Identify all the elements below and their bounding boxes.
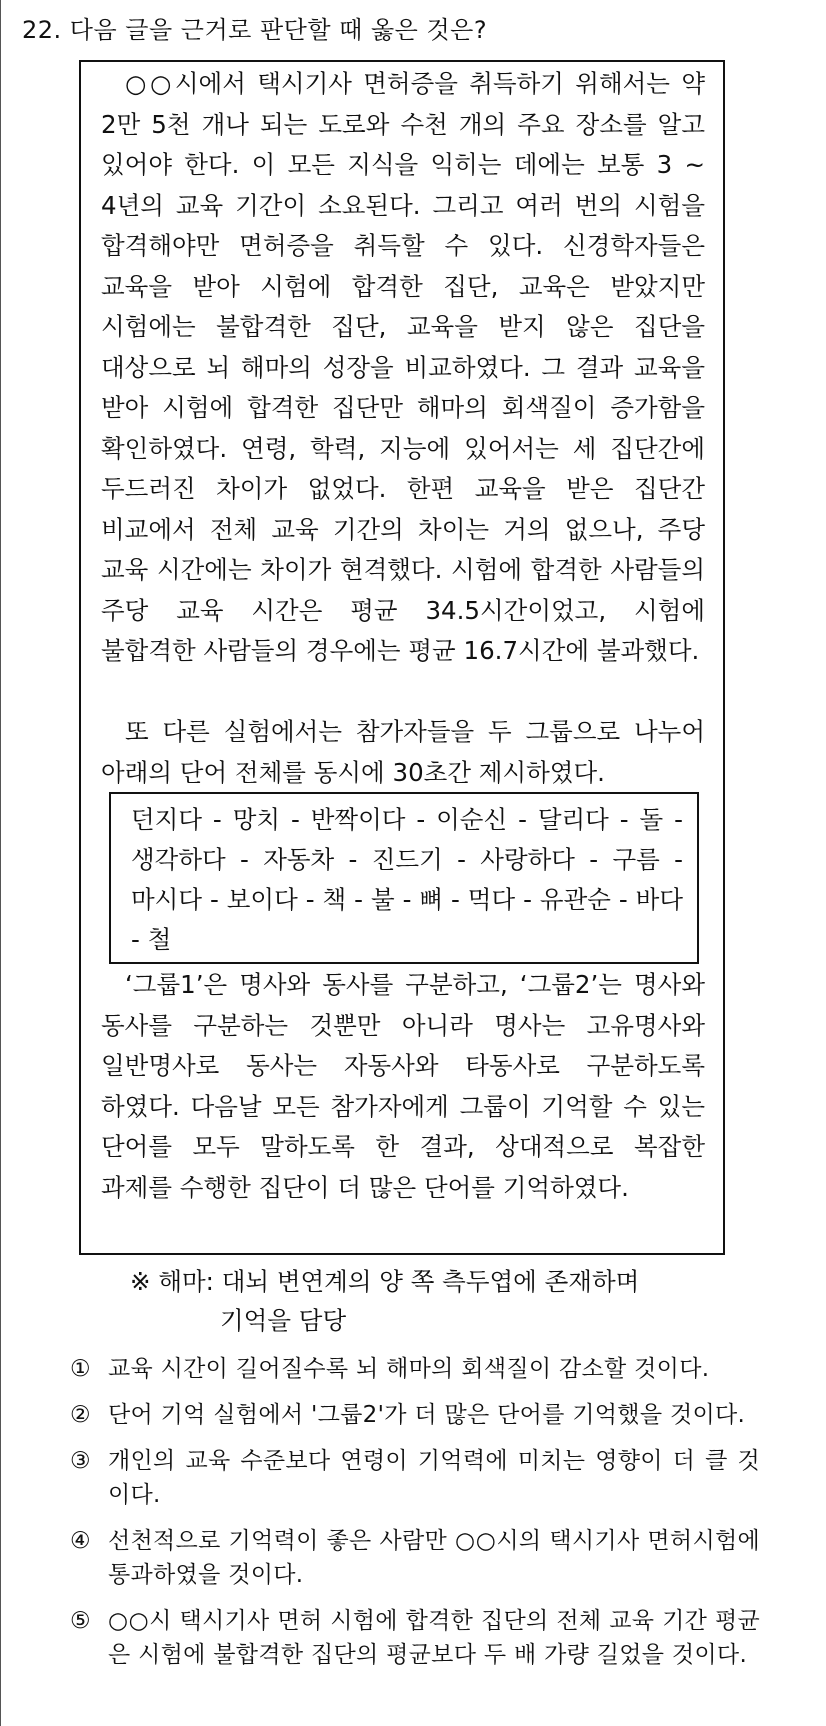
choice-5[interactable]: [70, 1604, 760, 1672]
passage-text-3: ‘그룹1’은 명사와 동사를 구분하고, ‘그룹2’는 명사와 동사를 구분하는 것뿐만 아니라 명사는 고유명사와 일반명사로 동사는 자동사와 타동사로 구분하도록 하였다. 다음날 모든 참가자에게 그룹이 기억할 수 있는 단어를 모두 말하도록 한 결과, 상대적으로 복잡한 과제를 수행한 집단이 더 많은 단어를 기억하였다.: [101, 970, 705, 1202]
question-title: 22. 다음 글을 근거로 판단할 때 옳은 것은?: [22, 16, 488, 44]
choice-text: 개인의 교육 수준보다 연령이 기억력에 미치는 영향이 더 클 것이다.: [108, 1448, 760, 1508]
choice-text: ○○시 택시기사 면허 시험에 합격한 집단의 전체 교육 기간 평균은 시험에 불합격한 집단의 평균보다 두 배 가량 길었을 것이다.: [108, 1608, 760, 1668]
footnote-line-1: ※ 해마: 대뇌 변연계의 양 쪽 측두엽에 존재하며: [130, 1267, 640, 1296]
choice-text: 교육 시간이 길어질수록 뇌 해마의 회색질이 감소할 것이다.: [108, 1356, 710, 1382]
passage-box: [79, 60, 725, 1255]
choice-number: ②: [70, 1402, 91, 1428]
passage-paragraph-3: [101, 965, 705, 1208]
choice-number: ①: [70, 1356, 91, 1382]
passage-text-1: ○○시에서 택시기사 면허증을 취득하기 위해서는 약 2만 5천 개나 되는 도로와 수천 개의 주요 장소를 알고 있어야 한다. 이 모든 지식을 익히는 데에는 보통 3 ~ 4년의 교육 기간이 소요된다. 그리고 여러 번의 시험을 합격해야만 면허증을 취득할 수 있다. 신경학자들은 교육을 받아 시험에 합격한 집단, 교육은 받았지만 시험에는 불합격한 집단, 교육을 받지 않은 집단을 대상으로 뇌 해마의 성장을 비교하였다. 그 결과 교육을 받아 시험에 합격한 집단만 해마의 회색질이 증가함을 확인하였다. 연령, 학력, 지능에 있어서는 세 집단간에 두드러진 차이가 없었다. 한편 교육을 받은 집단간 비교에서 전체 교육 기간의 차이는 거의 없으나, 주당 교육 시간에는 차이가 현격했다. 시험에 합격한 사람들의 주당 교육 시간은 평균 34.5시간이었고, 시험에 불합격한 사람들의 경우에는 평균 16.7시간에 불과했다.: [101, 69, 705, 665]
choice-2[interactable]: [70, 1398, 760, 1432]
footnote-line-2: 기억을 담당: [220, 1306, 347, 1335]
choice-text: 선천적으로 기억력이 좋은 사람만 ○○시의 택시기사 면허시험에 통과하였을 것이다.: [108, 1528, 760, 1588]
passage-paragraph-1: [101, 64, 705, 672]
word-list-box: [109, 792, 699, 964]
word-list: 던지다 - 망치 - 반짝이다 - 이순신 - 달리다 - 돌 - 생각하다 - 자동차 - 진드기 - 사랑하다 - 구름 - 마시다 - 보이다 - 책 - 불 - 뼈 - 먹다 - 유관순 - 바다 - 철: [131, 805, 683, 954]
passage-text-2: 또 다른 실험에서는 참가자들을 두 그룹으로 나누어 아래의 단어 전체를 동시에 30초간 제시하였다.: [101, 717, 705, 787]
choice-4[interactable]: [70, 1524, 760, 1592]
choice-1[interactable]: [70, 1352, 760, 1386]
choice-number: ③: [70, 1448, 91, 1474]
choice-number: ④: [70, 1528, 91, 1554]
answer-choices: [70, 1352, 760, 1684]
footnote: [130, 1262, 710, 1340]
choice-text: 단어 기억 실험에서 '그룹2'가 더 많은 단어를 기억했을 것이다.: [108, 1402, 746, 1428]
choice-number: ⑤: [70, 1608, 91, 1634]
choice-3[interactable]: [70, 1444, 760, 1512]
passage-paragraph-2: [101, 712, 705, 793]
